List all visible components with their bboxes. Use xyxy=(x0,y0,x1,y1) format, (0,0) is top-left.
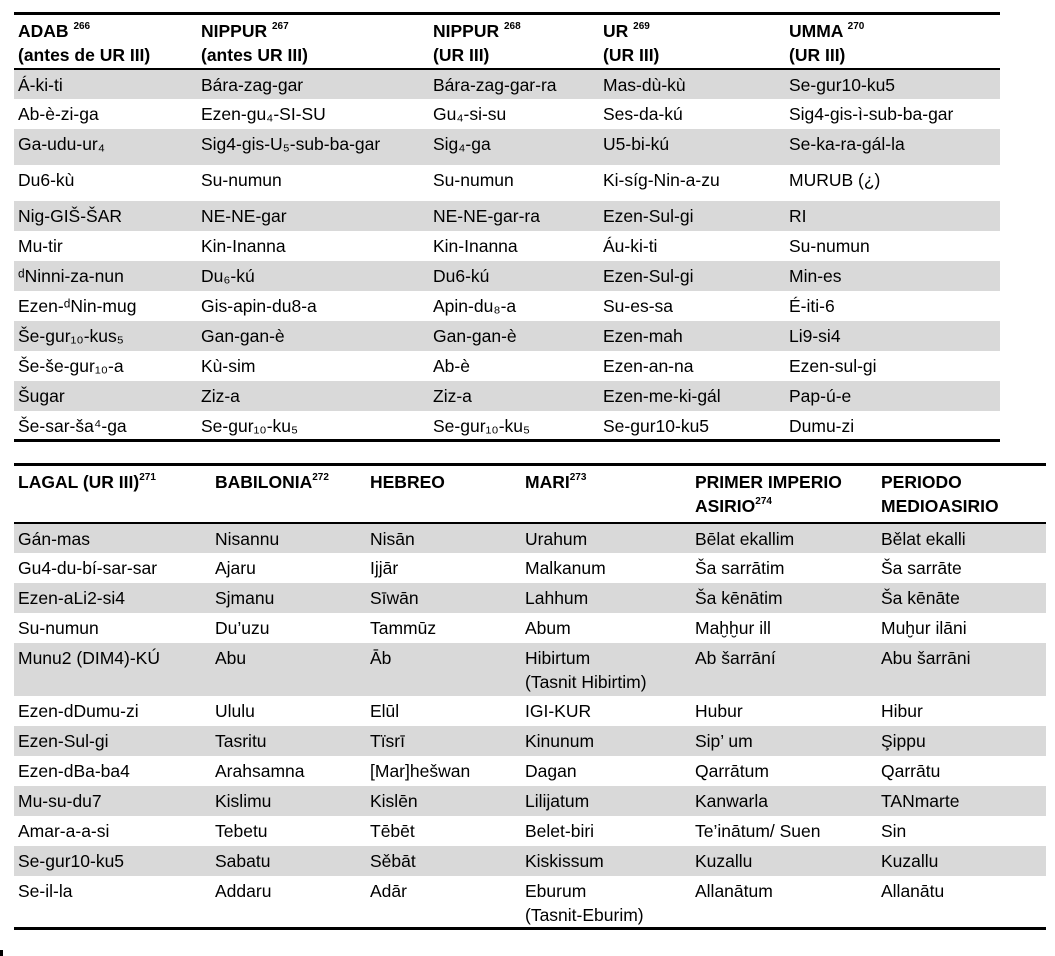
table-row xyxy=(14,69,1000,99)
table-cell: Elūl xyxy=(370,700,400,721)
table-cell: Gis-apin-du8-a xyxy=(201,295,317,316)
column-header: BABILONIA$^{272}$ xyxy=(211,465,366,523)
table-cell: Arahsamna xyxy=(215,760,305,781)
table-cell: Munu2 (DIM4)-KÚ xyxy=(14,643,211,696)
table-row xyxy=(14,726,1046,756)
table-cell: Li9-si4 xyxy=(785,321,1000,351)
table-row xyxy=(14,756,1046,786)
table-row xyxy=(14,523,1046,553)
table-cell: Mas-dù-kù xyxy=(599,69,785,99)
table-cell: RI xyxy=(785,201,1000,231)
column-header: MARI$^{273}$ xyxy=(521,465,691,523)
table-cell: Tasritu xyxy=(211,726,366,756)
table-row xyxy=(14,201,1000,231)
table-cell: Muḫur ilāni xyxy=(881,617,967,638)
column-header: ADAB $^{266}$ (antes de UR III) xyxy=(14,14,197,69)
table-cell: Ses-da-kú xyxy=(603,103,683,124)
table-cell: Nisān xyxy=(366,523,521,553)
table-cell: Ezen-me-ki-gál xyxy=(599,381,785,411)
table-cell: Kislēn xyxy=(366,786,521,816)
table-cell: Āb xyxy=(366,643,521,696)
column-header: NIPPUR $^{267}$ (antes UR III) xyxy=(197,14,429,69)
table-row xyxy=(14,321,1000,351)
table-cell: Belet-biri xyxy=(525,820,595,841)
table-row xyxy=(14,846,1046,876)
table-cell: Su-es-sa xyxy=(603,295,674,316)
table-row xyxy=(14,816,1046,846)
table-cell: Se-il-la xyxy=(14,876,211,929)
table-cell: É-iti-6 xyxy=(789,295,835,316)
table-cell: Dagan xyxy=(525,760,577,781)
table-cell: NE-NE-gar-ra xyxy=(429,201,599,231)
table-cell: Addaru xyxy=(211,876,366,929)
table-cell: Qarrātum xyxy=(695,760,769,781)
table-cell: Gan-gan-è xyxy=(429,321,599,351)
table-cell: Se-gur₁₀-ku₅ xyxy=(197,411,429,441)
table-cell: Tebetu xyxy=(215,820,268,841)
table-cell: Še-še-gur₁₀-a xyxy=(18,355,124,376)
table-cell: Kiskissum xyxy=(521,846,691,876)
table-cell: Adār xyxy=(366,876,521,929)
table-cell: Lahhum xyxy=(521,583,691,613)
table-cell: Ijjār xyxy=(370,557,399,578)
table-cell: Še-sar-ša⁴-ga xyxy=(14,411,197,441)
table-row xyxy=(14,876,1046,929)
table-cell: Şippu xyxy=(877,726,1046,756)
table-cell: Abum xyxy=(525,617,571,638)
page-edge-mark xyxy=(0,950,3,956)
table-row xyxy=(14,129,1000,165)
table-cell: Dumu-zi xyxy=(785,411,1000,441)
column-header: PERIODO MEDIOASIRIO xyxy=(877,465,1046,523)
table-cell: ᵈNinni-za-nun xyxy=(14,261,197,291)
table-cell: Kin-Inanna xyxy=(433,235,518,256)
table-row xyxy=(14,261,1000,291)
column-header: UR $^{269}$ (UR III) xyxy=(599,14,785,69)
table-cell: Hibirtum (Tasnit Hibirtim) xyxy=(521,643,691,696)
table-cell: Šugar xyxy=(14,381,197,411)
table-cell: Á-ki-ti xyxy=(14,69,197,99)
table-row xyxy=(14,643,1046,696)
table-cell: Eburum (Tasnit-Eburim) xyxy=(521,876,691,929)
table-cell: Ki-síg-Nin-a-zu xyxy=(603,169,720,190)
table-cell: Kanwarla xyxy=(691,786,877,816)
table-cell: Bára-zag-gar xyxy=(197,69,429,99)
table-cell: Gu4-du-bí-sar-sar xyxy=(18,557,158,578)
table-cell: IGI-KUR xyxy=(525,700,592,721)
table-cell: Ezen-aLi2-si4 xyxy=(14,583,211,613)
table-cell: NE-NE-gar xyxy=(197,201,429,231)
table-row xyxy=(14,165,1000,201)
table-cell: TANmarte xyxy=(877,786,1046,816)
column-header: LAGAL (UR III)$^{271}$ xyxy=(14,465,211,523)
table-cell: Ezen-Sul-gi xyxy=(599,261,785,291)
table-row xyxy=(14,411,1000,441)
table-cell: [Mar]hešwan xyxy=(370,760,471,781)
table-row xyxy=(14,613,1046,643)
table-cell: Ga-udu-ur₄ xyxy=(14,129,197,165)
table-cell: Sig₄-ga xyxy=(429,129,599,165)
table-header-row xyxy=(14,14,1000,69)
table-cell: Sig4-gis-ì-sub-ba-gar xyxy=(789,103,954,124)
table-cell: Su-numun xyxy=(433,169,514,190)
table-row xyxy=(14,583,1046,613)
table-cell: Urahum xyxy=(521,523,691,553)
table-cell: Su-numun xyxy=(201,169,282,190)
table-cell: Kù-sim xyxy=(201,355,256,376)
table-cell: Sjmanu xyxy=(211,583,366,613)
table-cell: Sig4-gis-U₅-sub-ba-gar xyxy=(197,129,429,165)
table-cell: Bělat ekalli xyxy=(877,523,1046,553)
table-cell: Kislimu xyxy=(211,786,366,816)
table-cell: Tammūz xyxy=(370,617,437,638)
table-cell: Bēlat ekallim xyxy=(691,523,877,553)
table-cell: Sīwān xyxy=(366,583,521,613)
table-cell: Se-gur₁₀-ku₅ xyxy=(429,411,599,441)
table-cell: Du6-kú xyxy=(429,261,599,291)
table-cell: Min-es xyxy=(785,261,1000,291)
calendar-table-sumerian xyxy=(14,12,1000,442)
table-cell: Ezen-dBa-ba4 xyxy=(18,760,130,781)
table-row xyxy=(14,351,1000,381)
table-cell: Hubur xyxy=(695,700,743,721)
table-cell: Mu-su-du7 xyxy=(14,786,211,816)
table-cell: Kuzallu xyxy=(691,846,877,876)
table-cell: Ša kēnātim xyxy=(691,583,877,613)
column-header: NIPPUR $^{268}$ (UR III) xyxy=(429,14,599,69)
table-cell: Bára-zag-gar-ra xyxy=(429,69,599,99)
table-cell: Maḫḫur ill xyxy=(695,617,771,638)
table-cell: Ab-è-zi-ga xyxy=(18,103,99,124)
table-header-row xyxy=(14,465,1046,523)
table-row xyxy=(14,696,1046,726)
table-cell: Ša sarrāte xyxy=(881,557,962,578)
table-cell: Sěbāt xyxy=(366,846,521,876)
table-cell: Se-gur10-ku5 xyxy=(785,69,1000,99)
table-cell: Allanātu xyxy=(877,876,1046,929)
table-cell: Du6-kù xyxy=(18,169,75,190)
table-cell: Mu-tir xyxy=(18,235,63,256)
table-cell: Sabatu xyxy=(211,846,366,876)
table-cell: Ezen-gu₄-SI-SU xyxy=(201,103,326,124)
table-cell: Ša sarrātim xyxy=(695,557,785,578)
column-header: HEBREO xyxy=(366,465,521,523)
table-cell: Du₆-kú xyxy=(197,261,429,291)
table-cell: Du’uzu xyxy=(215,617,270,638)
table-cell: Hibur xyxy=(881,700,923,721)
table-cell: Sip’ um xyxy=(691,726,877,756)
table-cell: Ezen-Sul-gi xyxy=(599,201,785,231)
table-row xyxy=(14,786,1046,816)
table-cell: Ululu xyxy=(215,700,255,721)
table-cell: Ziz-a xyxy=(197,381,429,411)
table-row xyxy=(14,231,1000,261)
table-cell: Su-numun xyxy=(18,617,99,638)
table-cell: Ezen-mah xyxy=(599,321,785,351)
table-cell: Gán-mas xyxy=(14,523,211,553)
table-row xyxy=(14,553,1046,583)
table-cell: Lilijatum xyxy=(521,786,691,816)
table-cell: Te’inātum/ Suen xyxy=(695,820,821,841)
table-cell: Kinunum xyxy=(521,726,691,756)
table-cell: Pap-ú-e xyxy=(785,381,1000,411)
table-cell: Nisannu xyxy=(211,523,366,553)
table-cell: Ezen-sul-gi xyxy=(789,355,877,376)
table-cell: Se-gur10-ku5 xyxy=(599,411,785,441)
table-cell: Kuzallu xyxy=(877,846,1046,876)
calendar-table-babylonian xyxy=(14,463,1046,930)
table-cell: Ša kēnāte xyxy=(877,583,1046,613)
table-cell: Apin-du₈-a xyxy=(433,295,517,316)
table-cell: Ajaru xyxy=(215,557,256,578)
table-cell: Se-gur10-ku5 xyxy=(14,846,211,876)
table-cell: Kin-Inanna xyxy=(201,235,286,256)
column-header: UMMA $^{270}$ (UR III) xyxy=(785,14,1000,69)
table-cell: Malkanum xyxy=(525,557,606,578)
table-cell: Ezen-an-na xyxy=(603,355,694,376)
table-cell: Ab-è xyxy=(433,355,470,376)
table-cell: U5-bi-kú xyxy=(599,129,785,165)
table-cell: Nig-GIŠ-ŠAR xyxy=(14,201,197,231)
table-cell: Abu xyxy=(211,643,366,696)
table-cell: Allanātum xyxy=(691,876,877,929)
table-cell: Áu-ki-ti xyxy=(603,235,658,256)
table-cell: Sin xyxy=(881,820,907,841)
table-row xyxy=(14,291,1000,321)
table-row xyxy=(14,381,1000,411)
table-row xyxy=(14,99,1000,129)
table-cell: Gan-gan-è xyxy=(197,321,429,351)
column-header: PRIMER IMPERIO ASIRIO$^{274}$ xyxy=(691,465,877,523)
table-cell: Abu šarrāni xyxy=(877,643,1046,696)
table-cell: Ab šarrāní xyxy=(691,643,877,696)
table-cell: Su-numun xyxy=(789,235,870,256)
table-cell: Ezen-dDumu-zi xyxy=(18,700,139,721)
table-cell: Ziz-a xyxy=(429,381,599,411)
table-cell: Tïsrī xyxy=(366,726,521,756)
table-cell: Qarrātu xyxy=(881,760,941,781)
table-cell: Gu₄-si-su xyxy=(433,103,507,124)
table-cell: Ezen-Sul-gi xyxy=(14,726,211,756)
table-cell: Amar-a-a-si xyxy=(18,820,110,841)
table-cell: Tēbēt xyxy=(370,820,415,841)
table-cell: MURUB (¿) xyxy=(789,169,881,190)
table-cell: Še-gur₁₀-kus₅ xyxy=(14,321,197,351)
table-cell: Se-ka-ra-gál-la xyxy=(785,129,1000,165)
table-cell: Ezen-ᵈNin-mug xyxy=(18,295,137,316)
